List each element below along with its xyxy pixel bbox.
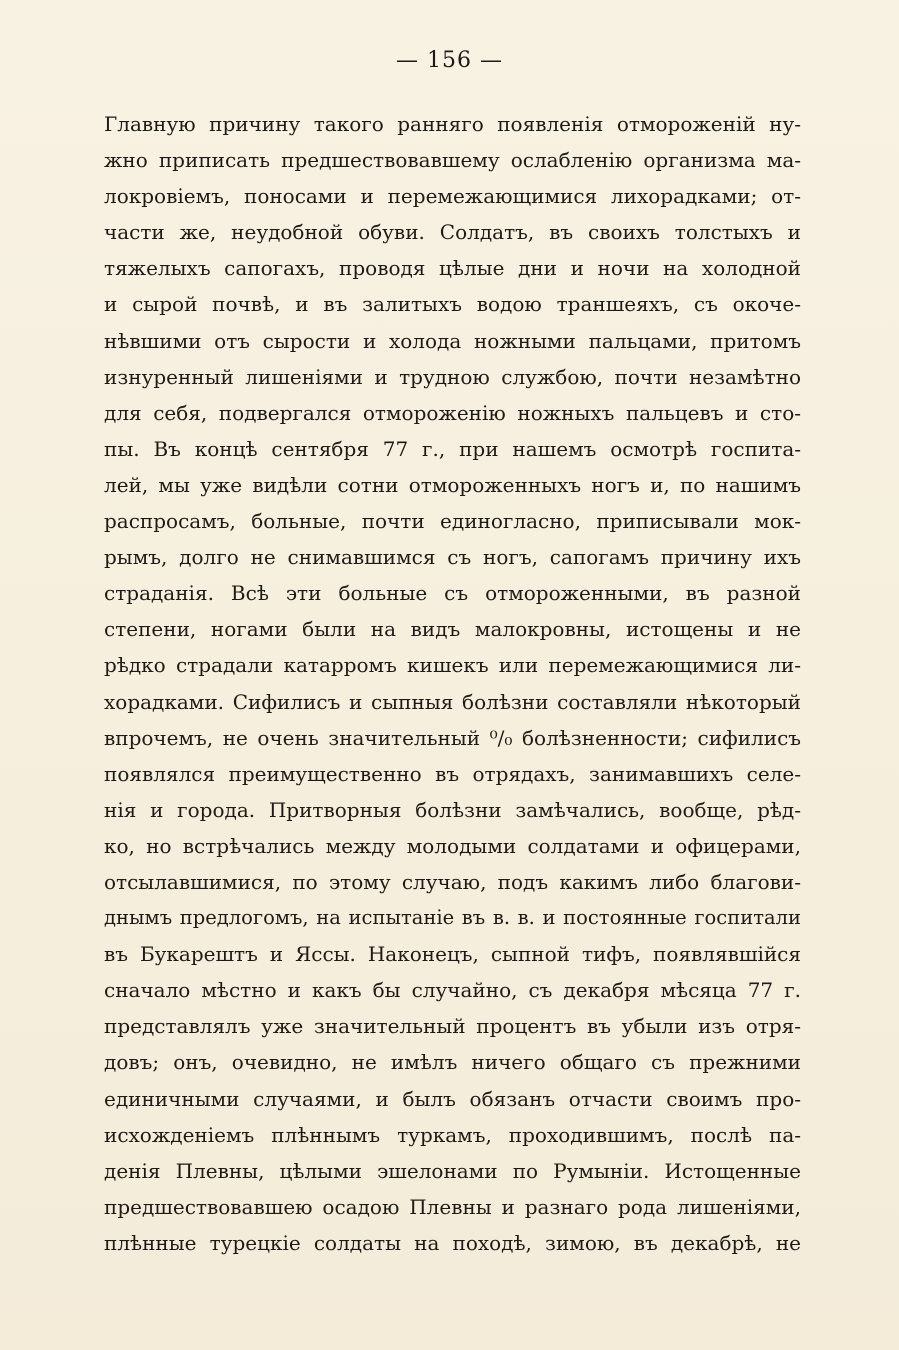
text-line: рѣдко страдали катарромъ кишекъ или перемежающимися ли- [104,653,801,678]
text-line: локровіемъ, поносами и перемежающимися лихорадками; от- [104,184,801,209]
text-line: ко, но встрѣчались между молодыми солдатами и офицерами, [104,833,801,858]
text-line: жно приписать предшествовавшему ослабленію организма ма- [104,148,801,173]
text-line: нія и города. Притворныя болѣзни замѣчались, вообще, рѣд- [104,797,801,822]
text-line: тяжелыхъ сапогахъ, проводя цѣлые дни и ночи на холодной [104,256,801,281]
text-line: впрочемъ, не очень значительный ⁰/₀ болѣзненности; сифилисъ [104,725,801,750]
text-line: Главную причину такого ранняго появленія отмороженій ну- [104,112,801,136]
text-line: исхожденіемъ плѣннымъ туркамъ, проходившимъ, послѣ па- [104,1122,801,1147]
text-line: днымъ предлогомъ, на испытаніе въ в. в. и постоянные госпитали [104,906,801,930]
text-line: пы. Въ концѣ сентября 77 г., при нашемъ осмотрѣ госпита- [104,436,801,461]
text-line: части же, неудобной обуви. Солдатъ, въ своихъ толстыхъ и [104,220,801,245]
text-line: въ Букарештъ и Яссы. Наконецъ, сыпной тифъ, появлявшійся [104,942,801,967]
text-line: нѣвшими отъ сырости и холода ножными пальцами, притомъ [104,328,801,353]
text-line: и сырой почвѣ, и въ залитыхъ водою траншеяхъ, съ окоче- [104,292,801,317]
text-line: распросамъ, больные, почти единогласно, приписывали мок- [104,509,801,534]
text-line: плѣнные турецкіе солдаты на походѣ, зимою, въ декабрѣ, не [104,1230,801,1255]
text-line: денія Плевны, цѣлыми эшелонами по Румыніи. Истощенные [104,1158,801,1183]
text-line: сначало мѣстно и какъ бы случайно, съ декабря мѣсяца 77 г. [104,978,801,1003]
text-line: единичными случаями, и былъ обязанъ отчасти своимъ про- [104,1086,801,1111]
text-line: хорадками. Сифилисъ и сыпныя болѣзни составляли нѣкоторый [104,689,801,714]
page-number: — 156 — [396,48,503,73]
text-line: для себя, подвергался отмороженію ножныхъ пальцевъ и сто- [104,400,801,425]
text-line: отсылавшимися, по этому случаю, подъ какимъ либо благови- [104,869,801,894]
text-line: довъ; онъ, очевидно, не имѣлъ ничего общаго съ прежними [104,1050,801,1075]
text-line: появлялся преимущественно въ отрядахъ, занимавшихъ селе- [104,761,801,786]
text-line: рымъ, долго не снимавшимся съ ногъ, сапогамъ причину ихъ [104,545,801,570]
body-text [104,106,801,1261]
text-line: предшествовавшею осадою Плевны и разнаго рода лишеніями, [104,1194,801,1219]
text-line: изнуренный лишеніями и трудною службою, почти незамѣтно [104,364,801,389]
text-line: страданія. Всѣ эти больные съ отмороженными, въ разной [104,581,801,606]
text-line: степени, ногами были на видъ малокровны, истощены и не [104,617,801,642]
text-line: лей, мы уже видѣли сотни отмороженныхъ ногъ и, по нашимъ [104,472,801,497]
text-line: представлялъ уже значительный процентъ въ убыли изъ отря- [104,1014,801,1039]
